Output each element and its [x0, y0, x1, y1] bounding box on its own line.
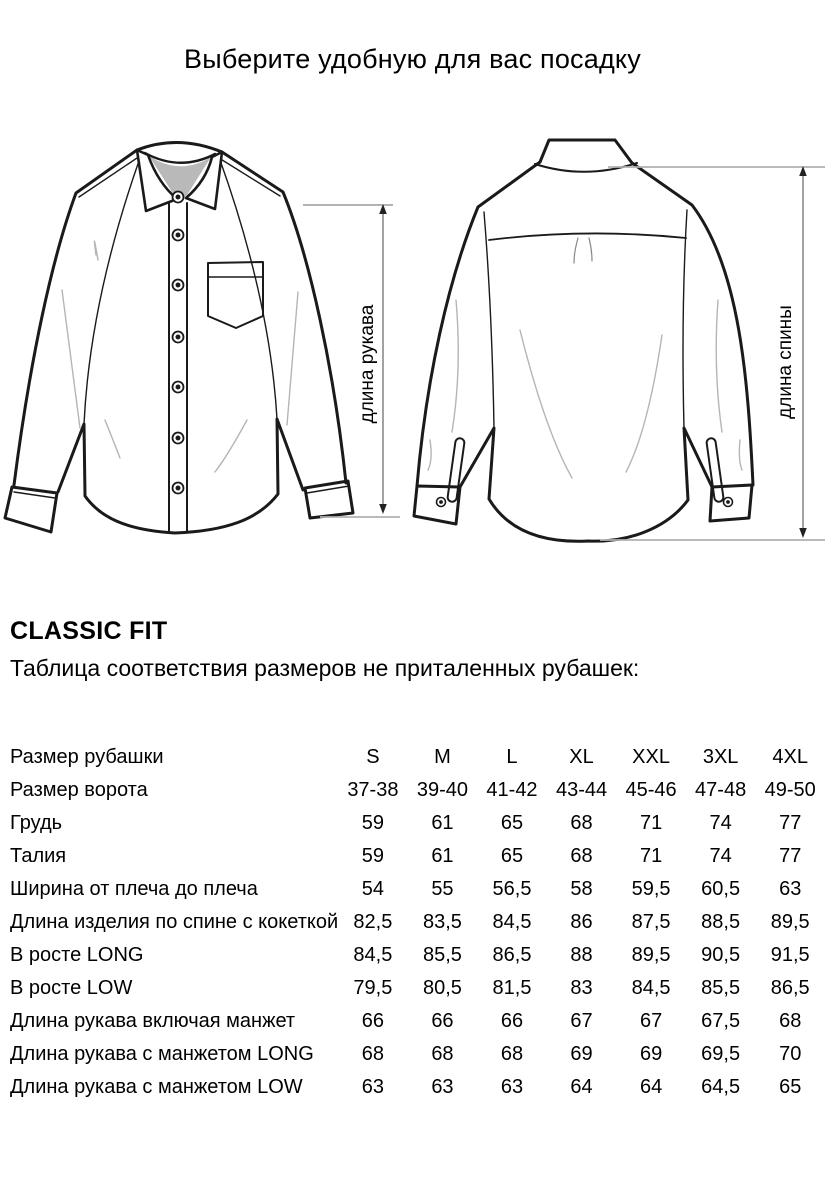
table-row — [10, 1038, 825, 1071]
row-value: 67,5 — [701, 1010, 741, 1032]
row-value: 59,5 — [631, 878, 671, 900]
row-value: 65 — [500, 812, 524, 834]
row-value: 68 — [779, 1010, 802, 1032]
row-value: 66 — [431, 1010, 454, 1032]
row-value: 60,5 — [701, 878, 741, 900]
row-value: S — [366, 746, 380, 768]
row-value: 68 — [361, 1043, 385, 1065]
row-label: Длина рукава с манжетом LOW — [10, 1076, 303, 1098]
row-value: 82,5 — [353, 911, 393, 933]
row-value: 69 — [570, 1043, 593, 1065]
table-row — [10, 807, 825, 840]
table-row — [10, 906, 825, 939]
row-value: 77 — [779, 812, 802, 834]
row-value: 65 — [500, 845, 524, 867]
row-value: 81,5 — [492, 977, 532, 999]
table-row — [10, 741, 825, 774]
row-value: 64,5 — [701, 1076, 741, 1098]
row-value: 88 — [570, 944, 593, 966]
row-label: Длина изделия по спине с кокеткой — [10, 911, 339, 933]
row-value: 69 — [639, 1043, 663, 1065]
row-value: 71 — [639, 845, 663, 867]
row-value: 67 — [570, 1010, 593, 1032]
row-label: Длина рукава включая манжет — [10, 1010, 296, 1032]
row-value: 69,5 — [701, 1043, 741, 1065]
row-value: 65 — [779, 1076, 802, 1098]
row-value: 71 — [639, 812, 663, 834]
row-value: 66 — [361, 1010, 385, 1032]
row-value: 63 — [361, 1076, 385, 1098]
shirt-front-drawing — [5, 142, 353, 533]
row-label: Талия — [10, 845, 67, 867]
table-row — [10, 873, 825, 906]
row-value: 86,5 — [770, 977, 810, 999]
row-value: 68 — [431, 1043, 454, 1065]
row-value: 84,5 — [631, 977, 671, 999]
row-value: M — [434, 746, 451, 768]
row-value: 84,5 — [492, 911, 532, 933]
row-value: 64 — [570, 1076, 593, 1098]
row-value: 39-40 — [416, 779, 469, 801]
row-value: 68 — [570, 812, 593, 834]
sleeve-length-label: длина рукава — [357, 304, 378, 424]
row-value: 63 — [500, 1076, 524, 1098]
row-value: 85,5 — [701, 977, 741, 999]
row-value: 90,5 — [701, 944, 741, 966]
row-value: 45-46 — [625, 779, 677, 801]
row-value: 68 — [500, 1043, 524, 1065]
row-value: 87,5 — [631, 911, 671, 933]
table-row — [10, 939, 825, 972]
table-row — [10, 774, 825, 807]
row-value: 3XL — [702, 746, 739, 768]
row-value: 63 — [431, 1076, 454, 1098]
row-value: 77 — [779, 845, 802, 867]
row-label: Грудь — [10, 812, 63, 834]
row-value: 67 — [639, 1010, 663, 1032]
page-title: Выберите удобную для вас посадку — [184, 44, 641, 74]
row-value: 88,5 — [701, 911, 741, 933]
table-row — [10, 972, 825, 1005]
row-value: XXL — [632, 746, 670, 768]
row-value: 55 — [431, 878, 454, 900]
row-value: 47-48 — [695, 779, 747, 801]
table-row — [10, 840, 825, 873]
row-value: 86,5 — [492, 944, 532, 966]
row-value: 59 — [361, 812, 385, 834]
row-value: XL — [569, 746, 594, 768]
row-value: 49-50 — [764, 779, 816, 801]
section-subtitle: Таблица соответствия размеров не приталенных рубашек: — [10, 655, 640, 681]
section-heading: CLASSIC FIT — [10, 617, 168, 645]
row-value: 86 — [570, 911, 593, 933]
row-value: 91,5 — [770, 944, 810, 966]
row-label: Ширина от плеча до плеча — [10, 878, 258, 900]
row-label: Размер ворота — [10, 779, 148, 801]
row-value: 89,5 — [631, 944, 671, 966]
row-value: 59 — [361, 845, 385, 867]
row-value: 74 — [709, 812, 732, 834]
row-value: 66 — [500, 1010, 524, 1032]
row-value: 80,5 — [422, 977, 462, 999]
row-value: 43-44 — [555, 779, 608, 801]
row-value: 68 — [570, 845, 593, 867]
row-value: 79,5 — [353, 977, 393, 999]
row-value: 83 — [570, 977, 593, 999]
row-value: 84,5 — [353, 944, 393, 966]
row-value: L — [506, 746, 518, 768]
row-value: 4XL — [772, 746, 808, 768]
row-value: 58 — [570, 878, 593, 900]
row-value: 63 — [779, 878, 802, 900]
row-value: 70 — [779, 1043, 802, 1065]
row-label: В росте LOW — [10, 977, 133, 999]
row-value: 37-38 — [347, 779, 399, 801]
row-value: 83,5 — [422, 911, 462, 933]
row-label: Размер рубашки — [10, 746, 164, 768]
row-value: 56,5 — [492, 878, 532, 900]
row-value: 85,5 — [422, 944, 462, 966]
row-value: 89,5 — [770, 911, 810, 933]
size-table-body — [10, 741, 825, 1104]
back-length-label: длина спины — [775, 305, 796, 419]
shirt-back-drawing — [414, 140, 753, 541]
row-value: 54 — [361, 878, 385, 900]
table-row — [10, 1005, 825, 1038]
row-value: 61 — [431, 845, 454, 867]
row-label: В росте LONG — [10, 944, 144, 966]
table-row — [10, 1071, 825, 1104]
row-value: 61 — [431, 812, 454, 834]
sleeve-length-arrow — [303, 204, 400, 517]
row-value: 41-42 — [486, 779, 538, 801]
row-label: Длина рукава с манжетом LONG — [10, 1043, 314, 1065]
row-value: 74 — [709, 845, 732, 867]
size-table — [10, 741, 825, 1104]
row-value: 64 — [639, 1076, 663, 1098]
